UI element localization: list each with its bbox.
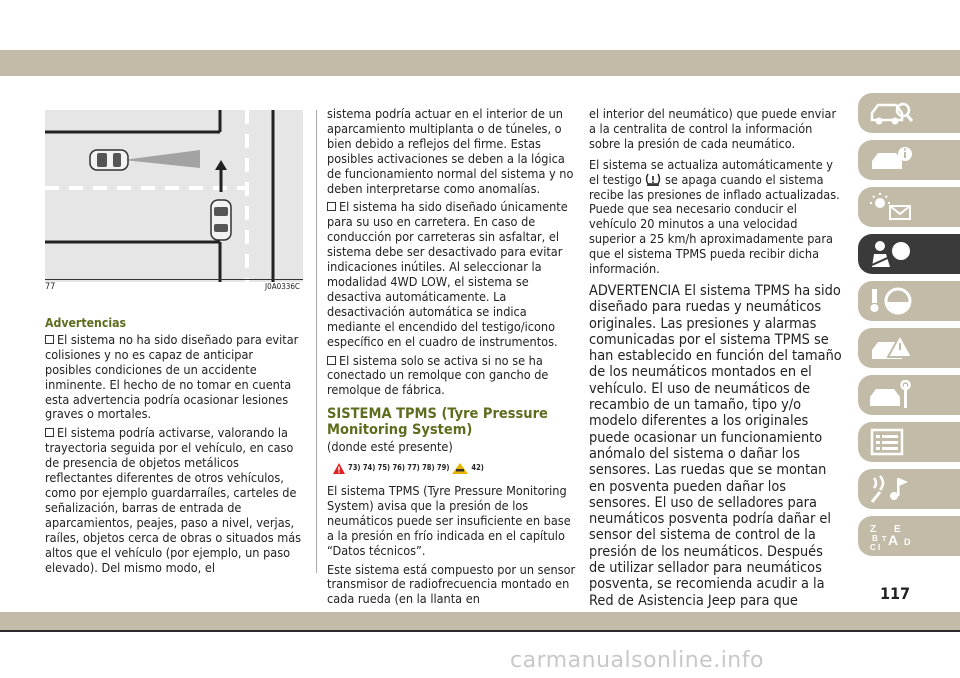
tab-index[interactable] [858,516,960,556]
section-title: SISTEMA TPMS (Tyre Pressure Monitoring System) [327,406,548,439]
warning-bullet-1 [45,333,303,422]
warning-bullet-3 [327,200,577,349]
section-note: (donde esté presente) [327,439,453,455]
bullet-text: El sistema no ha sido diseñado para evitar colisiones y no es capaz de anticipar posibles condiciones de un accidente inminente. El hecho de no tomar en cuenta esta advertencia podría ocasionar lesiones graves o mortales. [45,331,299,422]
bullet-square-icon [45,335,54,344]
bullet-text: El sistema solo se activa si no se ha conectado un remolque con gancho de remolque de fábrica. [327,352,549,398]
tab-warning-lights[interactable] [858,187,960,227]
car-right [211,200,231,240]
tpms-warning-light-icon [645,173,661,186]
warning-bullet-2 [45,426,303,575]
tab-car-info[interactable] [858,140,960,180]
caution-refs: 42) [471,463,484,473]
page-number: 117 [880,584,911,603]
tpms-paragraph-3: el interior del neumático) que puede enviar a la centralita de control la información sobre la presión de cada neumático. [589,106,837,151]
lane-diagram-svg [45,110,303,282]
safety-airbag-icon [868,239,914,269]
paragraph-text: se apaga cuando el sistema recibe las presiones de inflado actualizadas. Puede que sea necesario conducir el vehículo 20 minutos a una velocidad superior a 25 km/h aproximadamente para que el sistema TPMS pueda recibir dicha información. [589,171,840,277]
figure-rule [45,279,303,280]
tab-starting-driving[interactable] [858,281,960,321]
index-letter: C [870,543,876,551]
chapter-tabs [858,93,960,563]
header-band [0,50,960,76]
multimedia-icon [868,474,914,504]
index-letter: A [888,532,899,548]
index-letter: B [872,534,878,543]
figure-code: J0A0336C [265,282,300,291]
figure-number: 77 [45,282,56,292]
page-top-margin [0,0,960,50]
maintenance-icon [868,380,914,410]
continued-paragraph: sistema podría actuar en el interior de un aparcamiento multiplanta o de túneles, o bien debido a reflejos del firme. Estas posibles activaciones se deben a la lógica de funcionamiento normal del sistema y no deben interpretarse como anomalías. [327,106,574,196]
column-1 [45,316,303,579]
reference-row [333,461,577,476]
tab-maintenance[interactable] [858,375,960,415]
car-left [90,150,128,170]
warning-refs: 73) 74) 75) 76) 77) 78) 79) [348,463,450,473]
paragraph-text: El sistema se actualiza automáticamente y el testigo [589,156,833,187]
warning-triangle-icon [333,463,345,474]
bullet-square-icon [327,202,336,211]
tab-technical-data[interactable] [858,422,960,462]
tab-emergency[interactable] [858,328,960,368]
warnings-subheading: Advertencias [45,316,126,330]
tpms-paragraph-4 [589,158,843,277]
car-search-icon [868,98,914,128]
technical-data-icon [868,427,914,457]
watermark: carmanualsonline.info [510,648,764,673]
warning-lights-icon [868,192,914,222]
index-letter: E [894,524,901,535]
footer-band [0,612,960,630]
column-3 [589,107,843,615]
tpms-warning-block: ADVERTENCIA El sistema TPMS ha sido diseñado para ruedas y neumáticos originales. Las presiones y alarmas comunicadas por el sistema TPMS se han establecido en función del tamaño de los neumáticos montados en el vehículo. El uso de neumáticos de recambio de un tamaño, tipo y/o modelo diferentes a los originales puede ocasionar un funcionamiento anómalo del sistema o dañar los sensores. Las ruedas que se montan en posventa pueden dañar los sensores. El uso de selladores para neumáticos posventa podría dañar el sensor del sistema de control de la presión de los neumáticos. Después de utilizar sellador para neumáticos posventa, se recomienda acudir a la Red de Asistencia Jeep para que [589,282,842,609]
bullet-square-icon [327,356,336,365]
index-letter: I [878,543,881,551]
tab-multimedia[interactable] [858,469,960,509]
index-letter: Z [870,524,877,535]
caution-triangle-icon [452,463,468,474]
tpms-paragraph-2: Este sistema está compuesto por un sensor transmisor de radiofrecuencia montado en cada rueda (en la llanta en [327,561,576,607]
column-2 [327,107,577,611]
bullet-square-icon [45,428,54,437]
figure-illustration [45,110,303,282]
bullet-text: El sistema ha sido diseñado únicamente para su uso en carretera. En caso de conducción por carreteras sin asfaltar, el sistema debe ser desactivado para evitar indicaciones inútiles. Al seleccionar la modalidad 4WD LOW, el sistema se desactiva automáticamente. La desactivación automática se indica mediante el encendido del testigo/icono específico en el cuadro de instrumentos. [327,199,568,349]
emergency-icon [868,333,914,363]
car-info-icon [868,145,914,175]
footer-rule [0,630,960,632]
tab-car-search[interactable] [858,93,960,133]
index-icon [868,521,914,551]
index-letter: T [882,536,887,543]
column-divider [316,110,317,573]
starting-driving-icon [868,286,914,316]
tab-safety[interactable] [858,234,960,274]
tpms-paragraph-1: El sistema TPMS (Tyre Pressure Monitoring System) avisa que la presión de los neumáticos puede ser insuficiente en base a la presión en frío indicada en el capítulo “Datos técnicos”. [327,483,571,558]
bullet-text: El sistema podría activarse, valorando la trayectoria seguida por el vehículo, en caso de presencia de objetos metálicos reflectantes diferentes de otros vehículos, como por ejemplo guardarraíles, carteles de señalización, barras de entrada de aparcamientos, peajes, paso a nivel, verjas, raíles, objetos cerca de obras o situados más altos que el vehículo (por ejemplo, un paso elevado). Del mismo modo, el [45,425,302,575]
index-letter: D [904,537,911,547]
warning-bullet-4 [327,354,577,399]
